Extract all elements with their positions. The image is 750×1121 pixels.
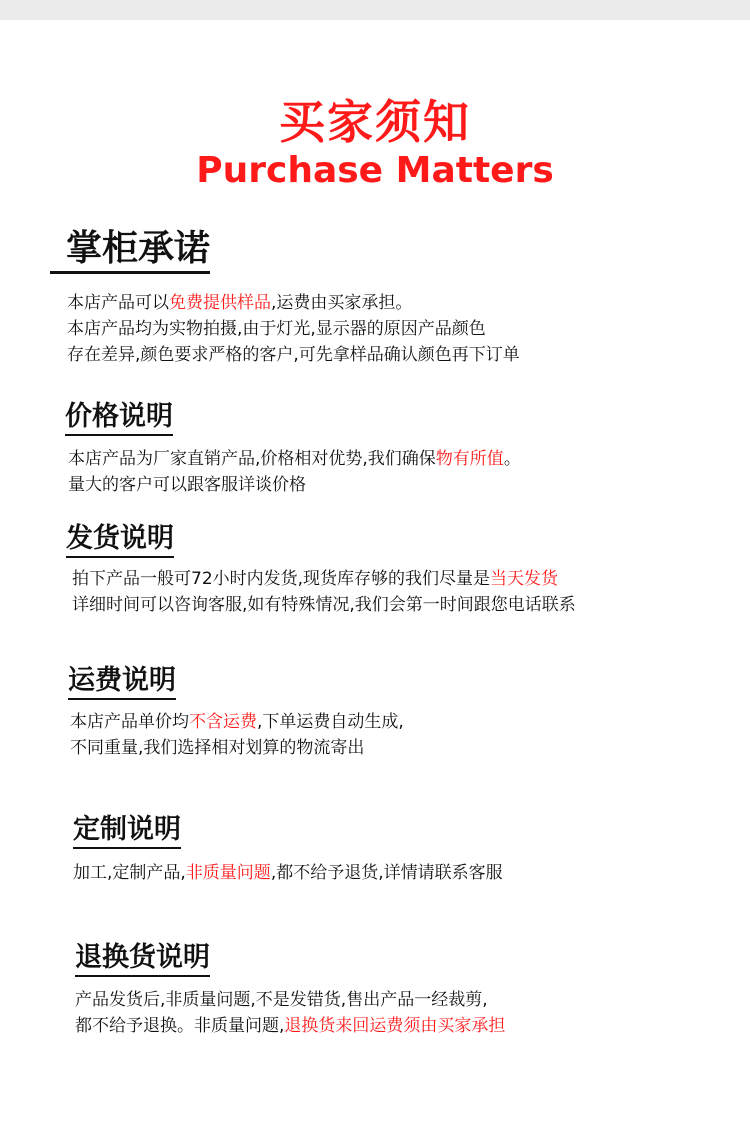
text-segment: 详细时间可以咨询客服,如有特殊情况,我们会第一时间跟您电话联系 (72, 595, 576, 615)
text-line (68, 446, 521, 472)
text-segment: 加工,定制产品, (73, 863, 186, 883)
section-text-custom (73, 860, 503, 886)
text-line (67, 290, 520, 316)
text-segment: 产品发货后,非质量问题,不是发错货,售出产品一经裁剪, (75, 990, 488, 1010)
section-text-price (68, 446, 521, 498)
text-line (70, 735, 404, 761)
text-segment: 拍下产品一般可72小时内发货,现货库存够的我们尽量是 (72, 569, 491, 589)
section-heading-returns: 退换货说明 (75, 943, 210, 977)
page-title: 买家须知 (279, 95, 471, 149)
text-segment: 本店产品单价均 (70, 712, 189, 732)
highlight-text: 物有所值 (435, 449, 504, 469)
text-line (67, 342, 520, 368)
section-text-freight (70, 709, 404, 761)
text-segment: ,都不给予退货,详情请联系客服 (270, 863, 503, 883)
text-segment: 量大的客户可以跟客服详谈价格 (68, 475, 306, 495)
text-line (67, 316, 520, 342)
highlight-text: 当天发货 (490, 569, 559, 589)
top-strip (0, 0, 750, 20)
text-segment: 存在差异,颜色要求严格的客户,可先拿样品确认颜色再下订单 (67, 345, 520, 365)
text-segment: 。 (503, 449, 521, 469)
highlight-text: 退换货来回运费须由买家承担 (284, 1016, 506, 1036)
text-segment: 本店产品均为实物拍摄,由于灯光,显示器的原因产品颜色 (67, 319, 486, 339)
section-heading-promise: 掌柜承诺 (50, 229, 210, 274)
text-line (75, 987, 505, 1013)
text-line (72, 566, 576, 592)
page-subtitle: Purchase Matters (196, 150, 554, 191)
text-line (75, 1013, 505, 1039)
text-segment: 都不给予退换。非质量问题, (75, 1016, 285, 1036)
section-text-shipping (72, 566, 576, 618)
section-text-promise (67, 290, 520, 368)
section-text-returns (75, 987, 505, 1039)
text-segment: 本店产品为厂家直销产品,价格相对优势,我们确保 (68, 449, 436, 469)
highlight-text: 不含运费 (189, 712, 257, 732)
section-heading-shipping: 发货说明 (66, 524, 174, 558)
section-heading-custom: 定制说明 (73, 815, 181, 849)
text-segment: ,下单运费自动生成, (257, 712, 404, 732)
highlight-text: 免费提供样品 (169, 293, 271, 313)
text-line (68, 472, 521, 498)
text-line (73, 860, 503, 886)
text-segment: 本店产品可以 (67, 293, 169, 313)
text-line (72, 592, 576, 618)
text-segment: ,运费由买家承担。 (271, 293, 413, 313)
section-heading-freight: 运费说明 (68, 666, 176, 700)
text-segment: 不同重量,我们选择相对划算的物流寄出 (70, 738, 365, 758)
text-line (70, 709, 404, 735)
highlight-text: 非质量问题 (185, 863, 271, 883)
section-heading-price: 价格说明 (65, 402, 173, 436)
